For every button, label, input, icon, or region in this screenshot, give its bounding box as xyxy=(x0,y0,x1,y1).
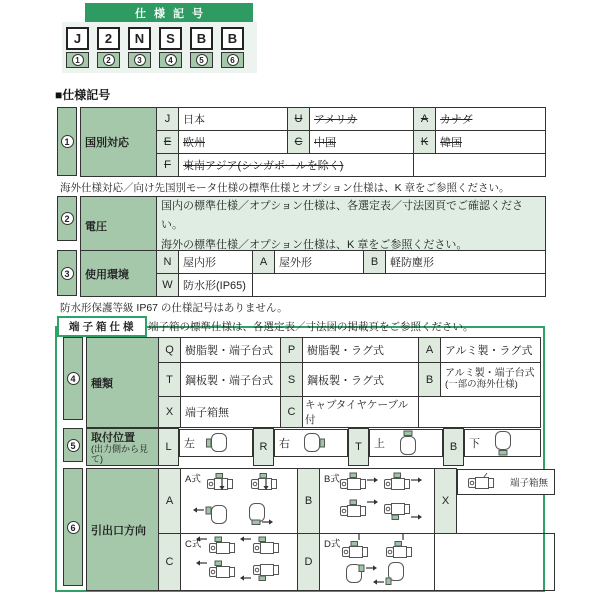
empty-cell xyxy=(253,274,546,297)
code-letter-4: S xyxy=(159,27,182,50)
desc-cell: 韓国 xyxy=(436,131,546,154)
outlet-style-c-cell xyxy=(181,534,298,591)
section-heading: ■仕様記号 xyxy=(55,88,111,102)
row-label: 引出口方向 xyxy=(87,469,159,591)
outlet-style-a-diagram xyxy=(185,469,293,530)
outlet-style-d-cell xyxy=(320,534,435,591)
row-number-cell xyxy=(57,196,77,241)
code-cell: A xyxy=(159,469,181,534)
outlet-style-label: A式 xyxy=(185,474,201,485)
code-cell: U xyxy=(288,108,310,131)
outlet-style-b-cell xyxy=(320,469,435,534)
circled-number: 3 xyxy=(134,54,146,66)
spec-row-voltage xyxy=(57,196,546,256)
code-position-6 xyxy=(221,52,244,68)
country-table xyxy=(80,107,546,177)
desc-cell: 樹脂製・ラグ式 xyxy=(303,338,419,363)
desc-cell: 鋼板製・端子台式 xyxy=(181,363,281,397)
voltage-table xyxy=(80,196,546,256)
country-note: 海外仕様対応／向け先国別モータ仕様の標準仕様とオプション仕様は、K 章をご参照ください。 xyxy=(60,182,510,194)
row-number-cell xyxy=(57,250,77,296)
mount-bottom-cell: 下 xyxy=(464,429,541,457)
code-cell: A xyxy=(253,251,275,274)
voltage-line-2: 海外の標準仕様／オプション仕様は、K 章をご参照ください。 xyxy=(161,238,468,251)
code-cell: D xyxy=(298,534,320,591)
circled-number: 5 xyxy=(196,54,208,66)
outlet-table xyxy=(86,468,555,591)
desc-cell: 屋外形 xyxy=(275,251,364,274)
desc-cell: 樹脂製・端子台式 xyxy=(181,338,281,363)
code-cell: B xyxy=(298,469,320,534)
motor-end-view-box-right-icon xyxy=(300,430,326,456)
code-cell: X xyxy=(159,397,181,428)
spec-row-kind xyxy=(63,337,541,428)
code-cell: A xyxy=(419,338,441,363)
kind-table xyxy=(86,337,541,428)
code-cell: F xyxy=(157,154,179,177)
desc-cell: 屋内形 xyxy=(179,251,253,274)
spec-row-mount xyxy=(63,428,541,466)
circled-number: 6 xyxy=(227,54,239,66)
outlet-style-label: B式 xyxy=(324,474,340,485)
environment-table xyxy=(80,250,546,297)
code-cell: C xyxy=(159,534,181,591)
row-label: 使用環境 xyxy=(81,251,157,297)
code-cell: S xyxy=(281,363,303,397)
code-letter-2: 2 xyxy=(97,27,120,50)
code-cell: C xyxy=(281,397,303,428)
code-cell: B xyxy=(444,429,464,466)
code-letter-6: B xyxy=(221,27,244,50)
spec-row-environment xyxy=(57,250,546,297)
row-number-cell xyxy=(57,107,77,176)
no-terminal-box-label: 端子箱無 xyxy=(510,477,549,489)
row-label: 電圧 xyxy=(81,197,157,256)
spec-row-country xyxy=(57,107,546,177)
code-position-5 xyxy=(190,52,213,68)
voltage-text-cell xyxy=(157,197,546,256)
code-position-3 xyxy=(128,52,151,68)
code-cell: C xyxy=(288,131,310,154)
outlet-style-a-cell xyxy=(181,469,298,534)
circled-number: 2 xyxy=(103,54,115,66)
circled-number: 5 xyxy=(67,439,80,452)
row-label: 種類 xyxy=(87,338,159,428)
code-letter-5: B xyxy=(190,27,213,50)
mount-right-cell: 右 xyxy=(274,429,348,457)
code-letter-3: N xyxy=(128,27,151,50)
outlet-style-label: C式 xyxy=(185,539,202,550)
motor-end-view-box-left-icon xyxy=(205,430,231,456)
mount-table xyxy=(86,428,541,466)
spec-code-title: 仕様記号 xyxy=(85,3,253,22)
circled-number: 4 xyxy=(165,54,177,66)
desc-cell: 軽防塵形 xyxy=(386,251,546,274)
desc-cell: 東南アジア(シンガポールを除く) xyxy=(179,154,414,177)
environment-note: 防水形保護等級 IP67 の仕様記号はありません。 xyxy=(60,302,288,314)
code-cell: B xyxy=(419,363,441,397)
mount-left-cell: 左 xyxy=(179,429,253,457)
outlet-style-label: D式 xyxy=(324,539,341,550)
row-number-cell xyxy=(63,468,83,586)
desc-cell: 欧州 xyxy=(179,131,288,154)
code-cell: P xyxy=(281,338,303,363)
motor-end-view-box-top-icon xyxy=(395,430,421,456)
row-label: 国別対応 xyxy=(81,108,157,177)
mount-top-cell: 上 xyxy=(369,429,443,457)
desc-cell: 鋼板製・ラグ式 xyxy=(303,363,419,397)
code-cell: W xyxy=(157,274,179,297)
code-position-2 xyxy=(97,52,120,68)
motor-end-view-box-bottom-icon xyxy=(490,430,516,456)
circled-number: 6 xyxy=(67,521,80,534)
code-position-1 xyxy=(66,52,89,68)
empty-cell xyxy=(414,154,546,177)
desc-cell: キャブタイヤケーブル付 xyxy=(303,397,419,428)
row-number-cell xyxy=(63,337,83,420)
code-cell: X xyxy=(435,469,457,534)
row-label: 取付位置 (出力側から見て) xyxy=(87,429,159,466)
circled-number: 4 xyxy=(67,372,80,385)
circled-number: 1 xyxy=(72,54,84,66)
desc-cell: アルミ製・ラグ式 xyxy=(441,338,541,363)
desc-cell: カナダ xyxy=(436,108,546,131)
voltage-line-1: 国内の標準仕様／オプション仕様は、各選定表／寸法図頁でご確認ください。 xyxy=(161,200,524,232)
row-sublabel: (出力側から見て) xyxy=(91,444,148,464)
code-position-4 xyxy=(159,52,182,68)
code-cell: T xyxy=(159,363,181,397)
code-cell: Q xyxy=(159,338,181,363)
code-cell: K xyxy=(414,131,436,154)
circled-number: 2 xyxy=(61,212,74,225)
code-cell: N xyxy=(157,251,179,274)
row-number-cell xyxy=(63,428,83,462)
spec-row-outlet xyxy=(63,468,555,591)
desc-cell: アルミ製・端子台式 (一部の海外仕様) xyxy=(441,363,541,397)
code-cell: T xyxy=(349,429,369,466)
code-cell: J xyxy=(157,108,179,131)
desc-cell: 端子箱無 xyxy=(181,397,281,428)
circled-number: 1 xyxy=(61,135,74,148)
desc-cell: 日本 xyxy=(179,108,288,131)
motor-side-view-icon xyxy=(462,470,502,494)
desc-cell: アメリカ xyxy=(310,108,414,131)
desc-cell: 防水形(IP65) xyxy=(179,274,253,297)
terminal-box-note: 端子箱の標準仕様は、各選定表／寸法図の掲載頁をご参照ください。 xyxy=(148,321,474,333)
code-letter-1: J xyxy=(66,27,89,50)
code-cell: E xyxy=(157,131,179,154)
code-cell: B xyxy=(364,251,386,274)
terminal-box-section-title: 端子箱仕様 xyxy=(57,316,147,337)
empty-cell xyxy=(419,397,541,428)
code-cell: L xyxy=(159,429,179,466)
circled-number: 3 xyxy=(61,267,74,280)
outlet-no-terminal-box-cell xyxy=(457,469,555,495)
empty-cell xyxy=(435,534,555,591)
code-cell: A xyxy=(414,108,436,131)
code-cell: R xyxy=(254,429,274,466)
desc-cell: 中国 xyxy=(310,131,414,154)
